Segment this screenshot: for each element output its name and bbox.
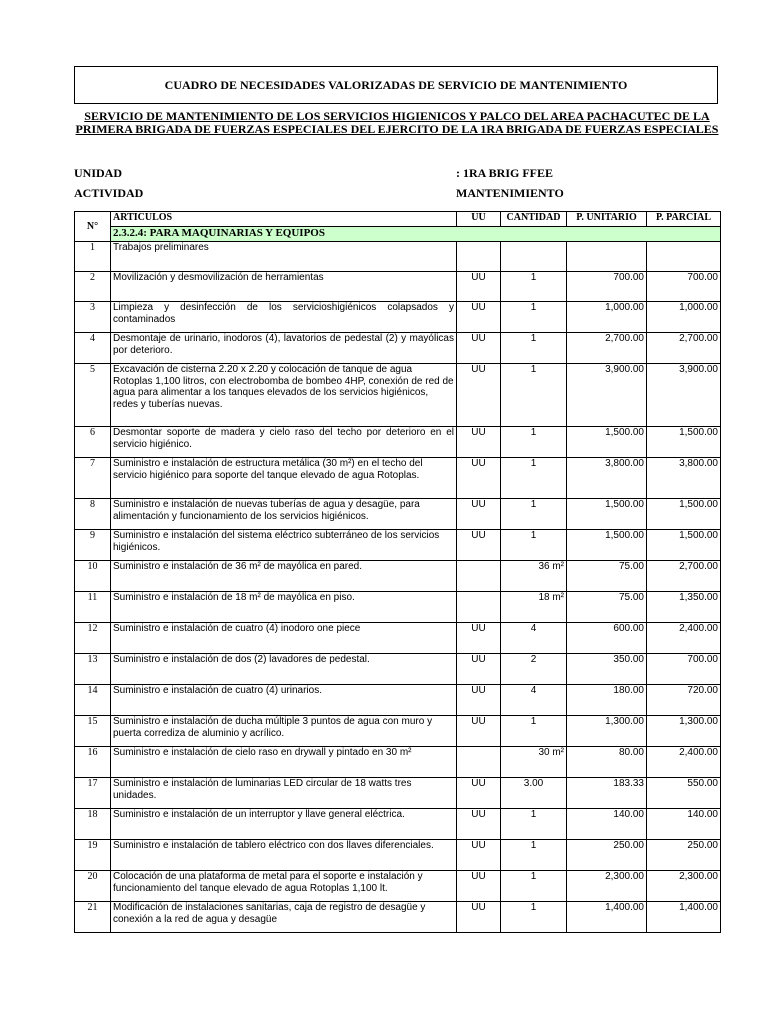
row-quantity: 1 [501,333,567,364]
header-articulos: ARTICULOS [111,212,457,227]
row-unit-price: 700.00 [567,272,647,302]
row-unit [457,561,501,592]
row-number: 2 [75,272,111,302]
row-unit: UU [457,427,501,458]
row-number: 18 [75,809,111,840]
row-partial-price: 2,400.00 [647,747,721,778]
row-quantity: 4 [501,685,567,716]
row-partial-price: 1,500.00 [647,499,721,530]
row-number: 10 [75,561,111,592]
row-partial-price: 250.00 [647,840,721,871]
document-title: CUADRO DE NECESIDADES VALORIZADAS DE SERVICIO DE MANTENIMIENTO [74,66,718,104]
row-unit: UU [457,871,501,902]
row-number: 7 [75,458,111,499]
row-partial-price: 2,700.00 [647,561,721,592]
row-unit-price: 80.00 [567,747,647,778]
row-unit-price: 1,000.00 [567,302,647,333]
row-quantity: 1 [501,809,567,840]
table-body [75,242,721,933]
row-partial-price: 2,400.00 [647,623,721,654]
row-quantity: 18 m² [501,592,567,623]
row-partial-price: 140.00 [647,809,721,840]
row-unit-price: 1,500.00 [567,499,647,530]
row-description: Limpieza y desinfección de los servicioshigiénicos colapsados y contaminados [111,302,457,333]
row-unit-price [567,242,647,272]
row-quantity: 1 [501,530,567,561]
row-description: Suministro e instalación de nuevas tuberías de agua y desagüe, para alimentación y funcionamiento de los servicios higiénicos. [111,499,457,530]
row-unit: UU [457,530,501,561]
row-quantity: 3.00 [501,778,567,809]
row-description: Suministro e instalación de tablero eléctrico con dos llaves diferenciales. [111,840,457,871]
row-quantity: 36 m² [501,561,567,592]
row-number: 14 [75,685,111,716]
row-description: Suministro e instalación de cuatro (4) inodoro one piece [111,623,457,654]
row-unit-price: 1,500.00 [567,427,647,458]
row-unit-price: 2,700.00 [567,333,647,364]
row-unit-price: 1,500.00 [567,530,647,561]
row-number: 11 [75,592,111,623]
row-unit: UU [457,685,501,716]
row-partial-price: 2,700.00 [647,333,721,364]
row-description: Suministro e instalación de luminarias LED circular de 18 watts tres unidades. [111,778,457,809]
row-partial-price: 1,300.00 [647,716,721,747]
row-description: Suministro e instalación de cuatro (4) urinarios. [111,685,457,716]
row-number: 5 [75,364,111,427]
actividad-value: MANTENIMIENTO [456,186,564,200]
row-number: 13 [75,654,111,685]
row-unit: UU [457,499,501,530]
row-unit: UU [457,272,501,302]
row-quantity: 30 m² [501,747,567,778]
row-partial-price: 700.00 [647,272,721,302]
row-quantity: 1 [501,499,567,530]
unidad-value: : 1RA BRIG FFEE [456,166,554,180]
row-unit: UU [457,302,501,333]
row-description: Suministro e instalación de 18 m² de mayólica en piso. [111,592,457,623]
row-unit: UU [457,333,501,364]
row-unit: UU [457,809,501,840]
row-unit [457,242,501,272]
needs-table [74,211,721,933]
row-unit-price: 75.00 [567,561,647,592]
table-row [75,302,721,333]
row-unit: UU [457,364,501,427]
row-unit-price: 1,300.00 [567,716,647,747]
row-description: Suministro e instalación de un interruptor y llave general eléctrica. [111,809,457,840]
row-quantity: 1 [501,871,567,902]
table-row [75,902,721,933]
table-row [75,499,721,530]
row-number: 8 [75,499,111,530]
row-unit: UU [457,623,501,654]
row-description: Suministro e instalación del sistema eléctrico subterráneo de los servicios higiénicos. [111,530,457,561]
row-quantity: 1 [501,272,567,302]
row-description: Suministro e instalación de dos (2) lavadores de pedestal. [111,654,457,685]
row-description: Colocación de una plataforma de metal para el soporte e instalación y funcionamiento del tanque elevado de agua Rotoplas 1,100 lt. [111,871,457,902]
document-subtitle: SERVICIO DE MANTENIMIENTO DE LOS SERVICIOS HIGIENICOS Y PALCO DEL AREA PACHACUTEC DE LA PRIMERA BRIGADA DE FUERZAS ESPECIALES DEL EJERCITO DE LA 1RA BRIGADA DE FUERZAS ESPECIALES [75,109,719,136]
section-heading: 2.3.2.4: PARA MAQUINARIAS Y EQUIPOS [111,227,721,242]
row-unit-price: 75.00 [567,592,647,623]
table-row [75,364,721,427]
row-quantity: 1 [501,840,567,871]
row-unit-price: 140.00 [567,809,647,840]
row-quantity: 2 [501,654,567,685]
row-quantity: 1 [501,716,567,747]
row-unit-price: 250.00 [567,840,647,871]
row-partial-price: 2,300.00 [647,871,721,902]
row-partial-price: 1,500.00 [647,427,721,458]
row-number: 4 [75,333,111,364]
row-quantity: 1 [501,902,567,933]
row-partial-price: 3,800.00 [647,458,721,499]
row-description: Movilización y desmovilización de herramientas [111,272,457,302]
table-row [75,592,721,623]
row-number: 6 [75,427,111,458]
row-description: Suministro e instalación de ducha múltiple 3 puntos de agua con muro y puerta corrediza de aluminio y acrílico. [111,716,457,747]
table-row [75,747,721,778]
row-quantity: 1 [501,302,567,333]
header-parcial: P. PARCIAL [647,212,721,227]
row-unit-price: 180.00 [567,685,647,716]
row-unit: UU [457,458,501,499]
row-description: Trabajos preliminares [111,242,457,272]
row-partial-price: 550.00 [647,778,721,809]
row-partial-price: 1,000.00 [647,302,721,333]
row-number: 9 [75,530,111,561]
table-row [75,623,721,654]
table-row [75,809,721,840]
header-cantidad: CANTIDAD [501,212,567,227]
table-row [75,242,721,272]
unidad-label: UNIDAD [74,166,122,180]
row-quantity [501,242,567,272]
row-partial-price: 3,900.00 [647,364,721,427]
row-quantity: 1 [501,364,567,427]
header-uu: UU [457,212,501,227]
row-partial-price: 700.00 [647,654,721,685]
row-partial-price: 1,500.00 [647,530,721,561]
row-description: Modificación de instalaciones sanitarias, caja de registro de desagüe y conexión a la red de agua y desagüe [111,902,457,933]
table-row [75,561,721,592]
table-row [75,458,721,499]
header-no: N° [75,212,111,242]
table-row [75,272,721,302]
row-unit-price: 2,300.00 [567,871,647,902]
row-unit-price: 350.00 [567,654,647,685]
row-number: 17 [75,778,111,809]
row-unit: UU [457,778,501,809]
row-number: 20 [75,871,111,902]
row-number: 21 [75,902,111,933]
row-description: Suministro e instalación de cielo raso en drywall y pintado en 30 m² [111,747,457,778]
row-unit-price: 3,900.00 [567,364,647,427]
row-unit: UU [457,902,501,933]
row-unit [457,747,501,778]
row-number: 16 [75,747,111,778]
row-unit [457,592,501,623]
table-row [75,716,721,747]
table-row [75,530,721,561]
row-description: Desmontar soporte de madera y cielo raso del techo por deterioro en el servicio higiénico. [111,427,457,458]
row-description: Excavación de cisterna 2.20 x 2.20 y colocación de tanque de agua Rotoplas 1,100 litros, con electrobomba de bombeo 4HP, conexión de red de agua para alimentar a los tanques elevados de los servicios higiénicos, redes y tuberías nuevas. [111,364,457,427]
row-description: Desmontaje de urinario, inodoros (4), lavatorios de pedestal (2) y mayólicas por deterioro. [111,333,457,364]
row-unit-price: 183.33 [567,778,647,809]
table-row [75,871,721,902]
row-number: 12 [75,623,111,654]
row-description: Suministro e instalación de 36 m² de mayólica en pared. [111,561,457,592]
row-number: 15 [75,716,111,747]
row-unit-price: 1,400.00 [567,902,647,933]
row-number: 1 [75,242,111,272]
row-partial-price: 1,350.00 [647,592,721,623]
table-row [75,840,721,871]
row-partial-price: 1,400.00 [647,902,721,933]
table-row [75,333,721,364]
table-row [75,685,721,716]
row-partial-price [647,242,721,272]
actividad-label: ACTIVIDAD [74,186,144,200]
table-row [75,427,721,458]
table-row [75,778,721,809]
row-quantity: 1 [501,458,567,499]
row-unit: UU [457,716,501,747]
row-unit: UU [457,840,501,871]
row-unit-price: 3,800.00 [567,458,647,499]
row-number: 19 [75,840,111,871]
row-description: Suministro e instalación de estructura metálica (30 m²) en el techo del servicio higiénico para soporte del tanque elevado de agua Rotoplas. [111,458,457,499]
row-number: 3 [75,302,111,333]
row-unit-price: 600.00 [567,623,647,654]
row-unit: UU [457,654,501,685]
header-unitario: P. UNITARIO [567,212,647,227]
table-row [75,654,721,685]
row-partial-price: 720.00 [647,685,721,716]
row-quantity: 1 [501,427,567,458]
row-quantity: 4 [501,623,567,654]
